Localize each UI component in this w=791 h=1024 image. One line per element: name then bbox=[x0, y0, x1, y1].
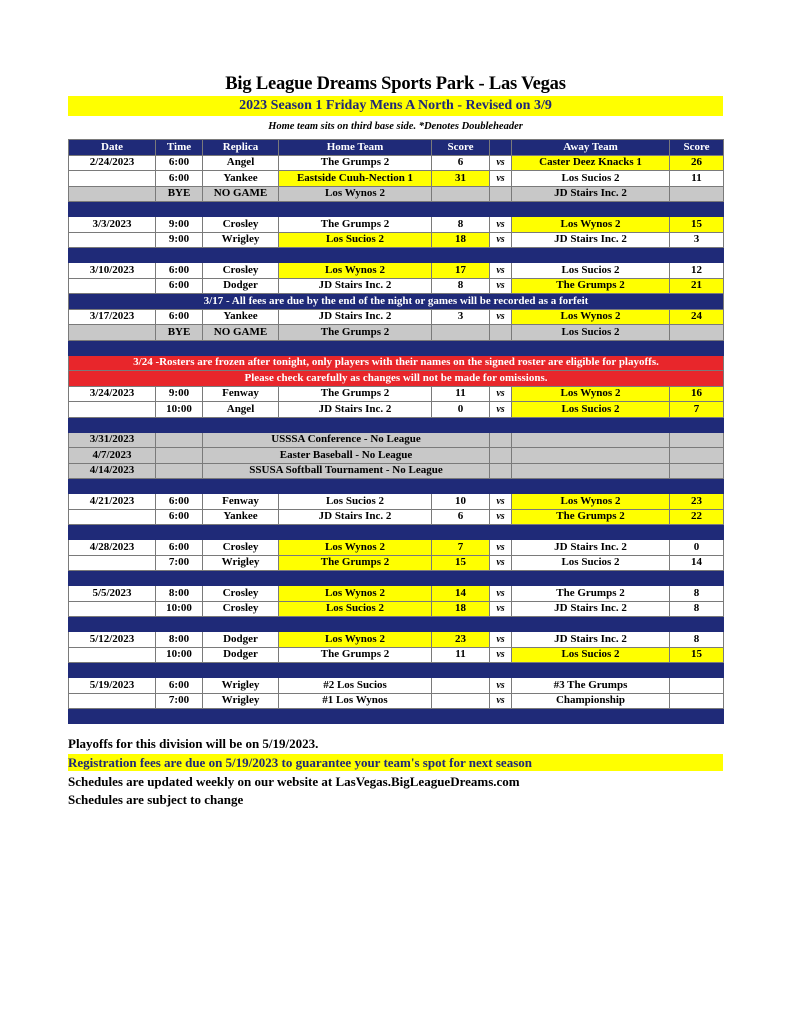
game-time: BYE bbox=[156, 325, 203, 341]
vs-label: vs bbox=[490, 386, 512, 402]
field-replica: NO GAME bbox=[203, 186, 279, 202]
schedule-body bbox=[69, 155, 724, 724]
game-date: 3/17/2023 bbox=[69, 309, 156, 325]
empty-cell bbox=[156, 448, 203, 464]
field-replica: Crosley bbox=[203, 217, 279, 233]
away-score: 22 bbox=[670, 509, 724, 525]
field-replica: Wrigley bbox=[203, 232, 279, 248]
away-team: Championship bbox=[512, 693, 670, 709]
vs-label: vs bbox=[490, 402, 512, 418]
game-date: 5/12/2023 bbox=[69, 632, 156, 648]
no-league-row bbox=[69, 432, 724, 448]
game-row bbox=[69, 647, 724, 663]
game-row bbox=[69, 540, 724, 556]
vs-label bbox=[490, 325, 512, 341]
vs-label: vs bbox=[490, 632, 512, 648]
spacer-row bbox=[69, 709, 724, 724]
away-team: The Grumps 2 bbox=[512, 586, 670, 602]
empty-cell bbox=[156, 463, 203, 479]
away-team: JD Stairs Inc. 2 bbox=[512, 632, 670, 648]
away-score: 23 bbox=[670, 494, 724, 510]
home-team: The Grumps 2 bbox=[279, 647, 432, 663]
home-team: Los Wynos 2 bbox=[279, 586, 432, 602]
game-date bbox=[69, 647, 156, 663]
game-date bbox=[69, 186, 156, 202]
game-date bbox=[69, 601, 156, 617]
empty-cell bbox=[670, 432, 724, 448]
home-team: Los Sucios 2 bbox=[279, 232, 432, 248]
game-row bbox=[69, 263, 724, 279]
away-score: 8 bbox=[670, 601, 724, 617]
away-team: JD Stairs Inc. 2 bbox=[512, 186, 670, 202]
fee-notice-row bbox=[69, 294, 724, 310]
game-row bbox=[69, 232, 724, 248]
page-title: Big League Dreams Sports Park - Las Vegas bbox=[225, 74, 566, 94]
game-date: 2/24/2023 bbox=[69, 155, 156, 171]
away-score bbox=[670, 693, 724, 709]
game-date bbox=[69, 232, 156, 248]
field-replica: Crosley bbox=[203, 601, 279, 617]
away-team: Los Sucios 2 bbox=[512, 325, 670, 341]
spacer-row bbox=[69, 617, 724, 632]
home-score bbox=[432, 693, 490, 709]
away-team: Los Sucios 2 bbox=[512, 402, 670, 418]
field-replica: Dodger bbox=[203, 278, 279, 294]
away-score: 15 bbox=[670, 217, 724, 233]
game-time: 8:00 bbox=[156, 632, 203, 648]
game-date: 5/5/2023 bbox=[69, 586, 156, 602]
field-replica: Yankee bbox=[203, 509, 279, 525]
spacer-row bbox=[69, 479, 724, 494]
spacer-cell bbox=[69, 617, 724, 632]
spacer-row bbox=[69, 417, 724, 432]
game-row bbox=[69, 509, 724, 525]
field-replica: Angel bbox=[203, 402, 279, 418]
game-row bbox=[69, 155, 724, 171]
home-score: 18 bbox=[432, 601, 490, 617]
vs-label: vs bbox=[490, 647, 512, 663]
game-row bbox=[69, 555, 724, 571]
vs-label: vs bbox=[490, 494, 512, 510]
col-header-vs bbox=[490, 140, 512, 156]
home-score: 10 bbox=[432, 494, 490, 510]
away-team: JD Stairs Inc. 2 bbox=[512, 601, 670, 617]
vs-label: vs bbox=[490, 540, 512, 556]
bye-row bbox=[69, 325, 724, 341]
away-score: 14 bbox=[670, 555, 724, 571]
home-team: The Grumps 2 bbox=[279, 155, 432, 171]
home-team: #2 Los Sucios bbox=[279, 678, 432, 694]
roster-notice-row bbox=[69, 371, 724, 387]
no-league-text: SSUSA Softball Tournament - No League bbox=[203, 463, 490, 479]
game-date: 4/21/2023 bbox=[69, 494, 156, 510]
spacer-row bbox=[69, 248, 724, 263]
game-row bbox=[69, 386, 724, 402]
field-replica: Wrigley bbox=[203, 693, 279, 709]
home-team: The Grumps 2 bbox=[279, 386, 432, 402]
no-league-text: Easter Baseball - No League bbox=[203, 448, 490, 464]
home-score: 15 bbox=[432, 555, 490, 571]
game-time: 6:00 bbox=[156, 263, 203, 279]
field-replica: Crosley bbox=[203, 263, 279, 279]
col-header-time: Time bbox=[156, 140, 203, 156]
home-score: 23 bbox=[432, 632, 490, 648]
field-replica: Wrigley bbox=[203, 555, 279, 571]
empty-cell bbox=[490, 448, 512, 464]
game-time: 6:00 bbox=[156, 155, 203, 171]
home-score: 7 bbox=[432, 540, 490, 556]
away-team: JD Stairs Inc. 2 bbox=[512, 540, 670, 556]
field-replica: Fenway bbox=[203, 386, 279, 402]
away-score: 8 bbox=[670, 632, 724, 648]
change-note: Schedules are subject to change bbox=[68, 792, 244, 807]
game-time: 6:00 bbox=[156, 171, 203, 187]
away-team: Los Sucios 2 bbox=[512, 263, 670, 279]
spacer-cell bbox=[69, 663, 724, 678]
game-time: 6:00 bbox=[156, 509, 203, 525]
notice-text: Please check carefully as changes will not be made for omissions. bbox=[69, 371, 724, 387]
spacer-cell bbox=[69, 340, 724, 355]
vs-label: vs bbox=[490, 278, 512, 294]
notice-text: 3/24 -Rosters are frozen after tonight, only players with their names on the signed roster are eligible for playoffs. bbox=[69, 355, 724, 371]
spacer-cell bbox=[69, 479, 724, 494]
field-replica: Angel bbox=[203, 155, 279, 171]
vs-label: vs bbox=[490, 509, 512, 525]
vs-label: vs bbox=[490, 263, 512, 279]
home-team: Los Sucios 2 bbox=[279, 601, 432, 617]
roster-notice-row bbox=[69, 355, 724, 371]
game-row bbox=[69, 586, 724, 602]
bye-row bbox=[69, 186, 724, 202]
away-score: 0 bbox=[670, 540, 724, 556]
away-score: 3 bbox=[670, 232, 724, 248]
notice-text: 3/17 - All fees are due by the end of the night or games will be recorded as a forfeit bbox=[69, 294, 724, 310]
away-team: JD Stairs Inc. 2 bbox=[512, 232, 670, 248]
away-score: 8 bbox=[670, 586, 724, 602]
spacer-row bbox=[69, 571, 724, 586]
away-team: #3 The Grumps bbox=[512, 678, 670, 694]
vs-label: vs bbox=[490, 232, 512, 248]
home-team: Los Wynos 2 bbox=[279, 632, 432, 648]
game-time: 10:00 bbox=[156, 402, 203, 418]
game-time: 9:00 bbox=[156, 386, 203, 402]
vs-label: vs bbox=[490, 171, 512, 187]
spacer-cell bbox=[69, 571, 724, 586]
empty-cell bbox=[670, 448, 724, 464]
spacer-cell bbox=[69, 525, 724, 540]
away-team: Los Wynos 2 bbox=[512, 386, 670, 402]
home-team: Los Wynos 2 bbox=[279, 540, 432, 556]
game-date: 4/14/2023 bbox=[69, 463, 156, 479]
home-team: Los Sucios 2 bbox=[279, 494, 432, 510]
home-score: 0 bbox=[432, 402, 490, 418]
game-time: 10:00 bbox=[156, 601, 203, 617]
home-team: #1 Los Wynos bbox=[279, 693, 432, 709]
game-row bbox=[69, 217, 724, 233]
home-score: 3 bbox=[432, 309, 490, 325]
home-score: 6 bbox=[432, 155, 490, 171]
away-score: 11 bbox=[670, 171, 724, 187]
game-date bbox=[69, 693, 156, 709]
home-score: 18 bbox=[432, 232, 490, 248]
game-time: 8:00 bbox=[156, 586, 203, 602]
home-score: 11 bbox=[432, 386, 490, 402]
game-date: 3/3/2023 bbox=[69, 217, 156, 233]
away-team: Los Sucios 2 bbox=[512, 647, 670, 663]
season-subtitle: 2023 Season 1 Friday Mens A North - Revised on 3/9 bbox=[68, 96, 723, 116]
game-date bbox=[69, 555, 156, 571]
home-score: 31 bbox=[432, 171, 490, 187]
game-row bbox=[69, 494, 724, 510]
game-time: 9:00 bbox=[156, 217, 203, 233]
away-score: 7 bbox=[670, 402, 724, 418]
away-score bbox=[670, 325, 724, 341]
vs-label: vs bbox=[490, 309, 512, 325]
home-team: JD Stairs Inc. 2 bbox=[279, 278, 432, 294]
game-time: 6:00 bbox=[156, 494, 203, 510]
away-team: The Grumps 2 bbox=[512, 509, 670, 525]
game-time: 6:00 bbox=[156, 278, 203, 294]
game-date: 4/28/2023 bbox=[69, 540, 156, 556]
no-league-row bbox=[69, 463, 724, 479]
game-row bbox=[69, 309, 724, 325]
empty-cell bbox=[670, 463, 724, 479]
playoffs-note: Playoffs for this division will be on 5/19/2023. bbox=[68, 736, 319, 751]
vs-label: vs bbox=[490, 155, 512, 171]
schedule-table bbox=[68, 139, 724, 724]
spacer-row bbox=[69, 525, 724, 540]
game-date bbox=[69, 171, 156, 187]
field-replica: Yankee bbox=[203, 171, 279, 187]
home-team-note: Home team sits on third base side. *Denotes Doubleheader bbox=[268, 121, 523, 132]
game-row bbox=[69, 601, 724, 617]
home-team: The Grumps 2 bbox=[279, 325, 432, 341]
col-header-away-team: Away Team bbox=[512, 140, 670, 156]
away-score: 24 bbox=[670, 309, 724, 325]
game-time: 6:00 bbox=[156, 678, 203, 694]
game-row bbox=[69, 678, 724, 694]
vs-label bbox=[490, 186, 512, 202]
website-note: Schedules are updated weekly on our website at LasVegas.BigLeagueDreams.com bbox=[68, 774, 520, 789]
home-team: JD Stairs Inc. 2 bbox=[279, 509, 432, 525]
game-row bbox=[69, 632, 724, 648]
col-header-away-score: Score bbox=[670, 140, 724, 156]
no-league-row bbox=[69, 448, 724, 464]
vs-label: vs bbox=[490, 693, 512, 709]
field-replica: NO GAME bbox=[203, 325, 279, 341]
vs-label: vs bbox=[490, 601, 512, 617]
home-score: 6 bbox=[432, 509, 490, 525]
game-date: 3/10/2023 bbox=[69, 263, 156, 279]
field-replica: Wrigley bbox=[203, 678, 279, 694]
col-header-home-score: Score bbox=[432, 140, 490, 156]
col-header-home-team: Home Team bbox=[279, 140, 432, 156]
away-score: 12 bbox=[670, 263, 724, 279]
vs-label: vs bbox=[490, 217, 512, 233]
home-team: The Grumps 2 bbox=[279, 555, 432, 571]
home-team: Los Wynos 2 bbox=[279, 186, 432, 202]
away-team: Los Wynos 2 bbox=[512, 217, 670, 233]
vs-label: vs bbox=[490, 586, 512, 602]
away-score: 21 bbox=[670, 278, 724, 294]
spacer-row bbox=[69, 202, 724, 217]
spacer-cell bbox=[69, 709, 724, 724]
col-header-replica: Replica bbox=[203, 140, 279, 156]
empty-cell bbox=[490, 432, 512, 448]
game-row bbox=[69, 402, 724, 418]
home-score: 14 bbox=[432, 586, 490, 602]
game-date: 3/31/2023 bbox=[69, 432, 156, 448]
empty-cell bbox=[156, 432, 203, 448]
game-time: 9:00 bbox=[156, 232, 203, 248]
table-header-row bbox=[69, 140, 724, 156]
game-time: 10:00 bbox=[156, 647, 203, 663]
game-time: 6:00 bbox=[156, 540, 203, 556]
game-time: 7:00 bbox=[156, 693, 203, 709]
game-time: 6:00 bbox=[156, 309, 203, 325]
game-row bbox=[69, 278, 724, 294]
col-header-date: Date bbox=[69, 140, 156, 156]
home-team: JD Stairs Inc. 2 bbox=[279, 309, 432, 325]
field-replica: Dodger bbox=[203, 632, 279, 648]
no-league-text: USSSA Conference - No League bbox=[203, 432, 490, 448]
vs-label: vs bbox=[490, 678, 512, 694]
away-score: 16 bbox=[670, 386, 724, 402]
game-time: BYE bbox=[156, 186, 203, 202]
home-score: 8 bbox=[432, 278, 490, 294]
away-team: Los Wynos 2 bbox=[512, 309, 670, 325]
vs-label: vs bbox=[490, 555, 512, 571]
field-replica: Yankee bbox=[203, 309, 279, 325]
home-team: The Grumps 2 bbox=[279, 217, 432, 233]
game-date bbox=[69, 402, 156, 418]
game-date: 4/7/2023 bbox=[69, 448, 156, 464]
empty-cell bbox=[490, 463, 512, 479]
away-team: Los Sucios 2 bbox=[512, 171, 670, 187]
field-replica: Dodger bbox=[203, 647, 279, 663]
field-replica: Crosley bbox=[203, 540, 279, 556]
away-team: Caster Deez Knacks 1 bbox=[512, 155, 670, 171]
empty-cell bbox=[512, 448, 670, 464]
game-date bbox=[69, 325, 156, 341]
home-team: Los Wynos 2 bbox=[279, 263, 432, 279]
game-date: 5/19/2023 bbox=[69, 678, 156, 694]
empty-cell bbox=[512, 432, 670, 448]
game-row bbox=[69, 171, 724, 187]
away-team: Los Sucios 2 bbox=[512, 555, 670, 571]
spacer-row bbox=[69, 663, 724, 678]
away-score: 15 bbox=[670, 647, 724, 663]
away-score bbox=[670, 678, 724, 694]
spacer-cell bbox=[69, 202, 724, 217]
game-date: 3/24/2023 bbox=[69, 386, 156, 402]
field-replica: Crosley bbox=[203, 586, 279, 602]
game-row bbox=[69, 693, 724, 709]
home-team: JD Stairs Inc. 2 bbox=[279, 402, 432, 418]
field-replica: Fenway bbox=[203, 494, 279, 510]
away-score bbox=[670, 186, 724, 202]
away-team: Los Wynos 2 bbox=[512, 494, 670, 510]
home-score: 17 bbox=[432, 263, 490, 279]
home-score: 8 bbox=[432, 217, 490, 233]
game-time: 7:00 bbox=[156, 555, 203, 571]
away-team: The Grumps 2 bbox=[512, 278, 670, 294]
game-date bbox=[69, 509, 156, 525]
home-score bbox=[432, 186, 490, 202]
spacer-cell bbox=[69, 248, 724, 263]
home-score bbox=[432, 325, 490, 341]
home-team: Eastside Cuuh-Nection 1 bbox=[279, 171, 432, 187]
spacer-row bbox=[69, 340, 724, 355]
spacer-cell bbox=[69, 417, 724, 432]
empty-cell bbox=[512, 463, 670, 479]
home-score: 11 bbox=[432, 647, 490, 663]
registration-note: Registration fees are due on 5/19/2023 to guarantee your team's spot for next season bbox=[68, 754, 723, 771]
away-score: 26 bbox=[670, 155, 724, 171]
game-date bbox=[69, 278, 156, 294]
home-score bbox=[432, 678, 490, 694]
